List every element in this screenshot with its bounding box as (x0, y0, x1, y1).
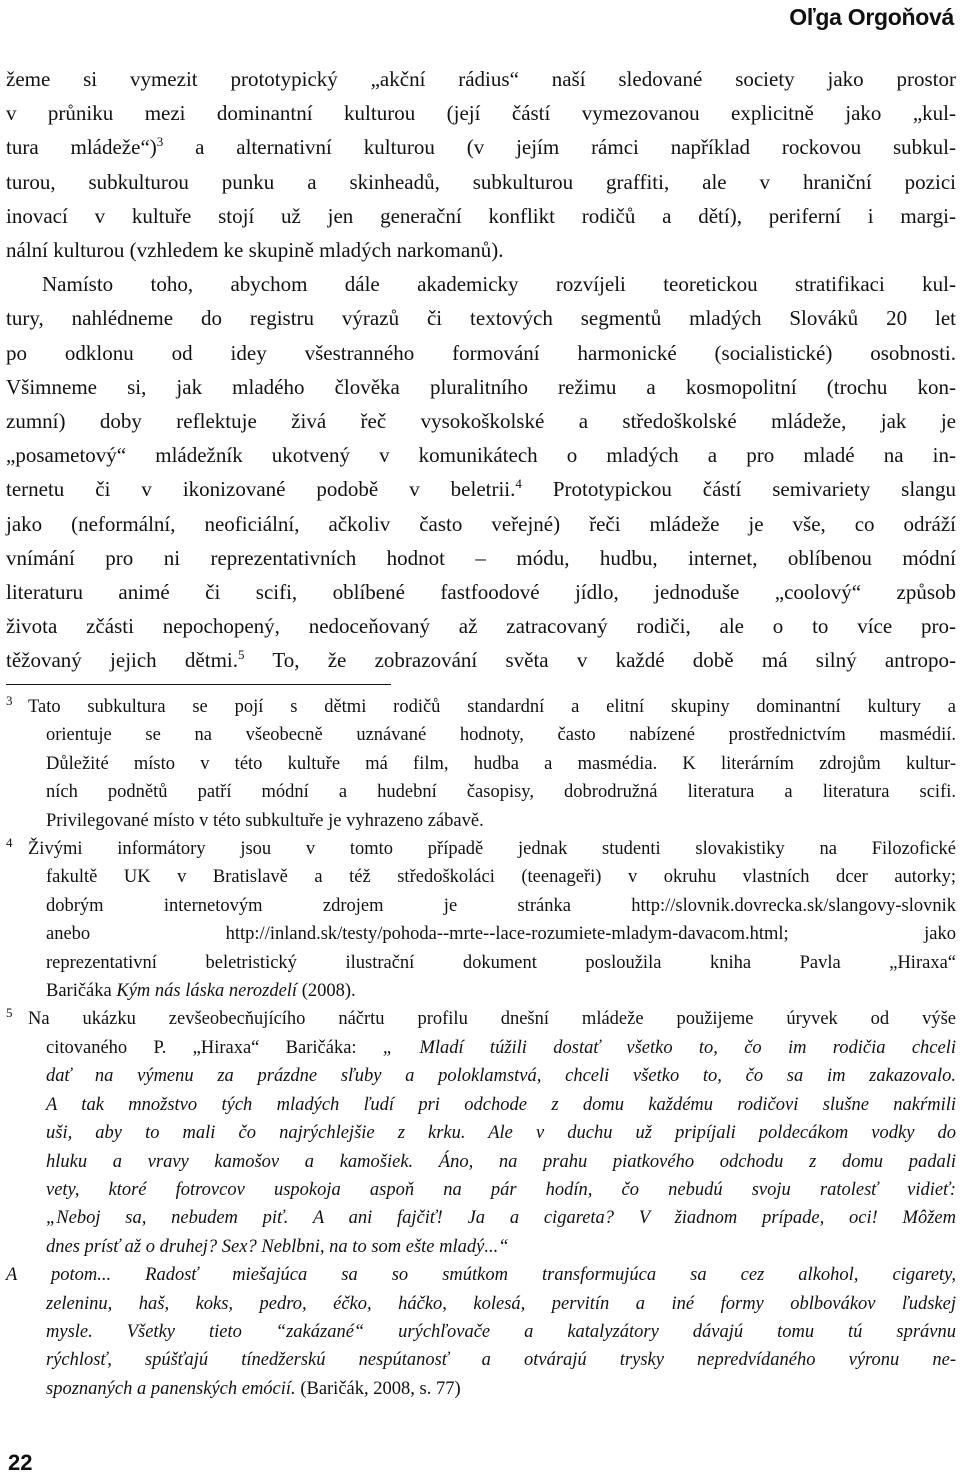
quote-text: A potom... Radosť miešajúca sa so smútkom transformujúca sa cez alkohol, cigarety, (6, 1265, 956, 1286)
text-segment: ternetu či v ikonizované podobě v beletrii. (6, 477, 516, 502)
text-line (6, 643, 956, 677)
footnote-text: (2008). (297, 981, 356, 1002)
footnote-line: dobrým internetovým zdrojem je stránka http://slovnik.dovrecka.sk/slangovy-slovnik (46, 895, 956, 916)
quote-line (6, 1346, 956, 1374)
footnote-5 (6, 1005, 956, 1261)
footnote-text: Baričáka (46, 981, 117, 1002)
text-line: „posametový“ mládežník ukotvený v komunikátech o mladých a pro mladé na in- (6, 443, 956, 468)
quote-text: uši, aby to mali čo najrýchlejšie z krku. Ale v duchu už pripíjali poldecákom vodky do (46, 1123, 956, 1144)
quote-text: dnes prísť až o druhej? Sex? Neblbni, na to som ešte mladý...“ (46, 1236, 509, 1257)
footnote-3 (6, 693, 956, 835)
text-line: turou, subkulturou punku a skinheadů, subkulturou graffiti, ale v hraniční pozici (6, 169, 956, 194)
book-title: Kým nás láska nerozdelí (116, 981, 298, 1002)
text-line: života zčásti nepochopený, nedoceňovaný až zatracovaný rodiči, ale o to více pro- (6, 614, 956, 639)
footnote-mark: 3 (6, 693, 13, 708)
text-line: inovací v kultuře stojí už jen generační konflikt rodičů a dětí), periferní i margi- (6, 203, 956, 228)
quote-text: spoznaných a panenských emócií. (46, 1378, 296, 1399)
quote-lines (6, 1290, 956, 1375)
text-line (6, 472, 956, 506)
text-segment: To, že zobrazování světa v každé době má silný antropo- (244, 648, 956, 673)
text-line: jako (neformální, neoficiální, ačkoliv často veřejné) řeči mládeže je vše, co odráží (6, 511, 956, 536)
footnote-mark: 5 (6, 1005, 13, 1021)
quote-line (6, 1062, 956, 1090)
quote-text: A tak množstvo tých mladých ľudí pri odchode z domu každému rodičovi slušne nakŕmili (46, 1094, 956, 1115)
citation: (Baričák, 2008, s. 77) (295, 1378, 461, 1399)
quote-line (6, 1204, 956, 1232)
text-line: nální kulturou (vzhledem ke skupině mladých narkomanů). (6, 238, 504, 263)
text-line: žeme si vymezit prototypický „akční rádius“ naší sledované society jako prostor (6, 67, 956, 91)
footnote-reference: 3 (156, 134, 164, 150)
footnote-line: anebo http://inland.sk/testy/pohoda--mrte--lace-rozumiete-mladym-davacom.html; jako (46, 924, 956, 945)
text-segment: a alternativní kulturou (v jejím rámci například rockovou subkul- (163, 135, 957, 160)
footnote-line: Důležité místo v této kultuře má film, hudba a masmédia. K literárním zdrojům kultur- (46, 753, 956, 774)
quote-text: dať na výmenu za prázdne sľuby a poloklamstvá, chceli všetko to, čo sa im zakazovalo. (46, 1066, 956, 1087)
quote-block (6, 1062, 956, 1261)
footnote-line: Privilegované místo v této subkultuře je vyhrazeno zábavě. (46, 810, 484, 831)
quote-line (6, 1261, 956, 1289)
main-body-text (6, 62, 956, 678)
quote-text: zeleninu, haš, koks, pedro, éčko, háčko, kolesá, pervitín a iné formy oblbovákov ľudskej (46, 1293, 956, 1314)
quote-text: „ Mladí túžili dostať všetko to, čo im rodičia chceli (382, 1037, 956, 1058)
text-line: tury, nahlédneme do registru výrazů či textových segmentů mladých Slováků 20 let (6, 306, 956, 331)
footnote-mark: 4 (6, 835, 13, 851)
quote-line (6, 1318, 956, 1346)
footnote-line: reprezentativní beletristický ilustrační dokument posloužila kniha Pavla „Hiraxa“ (46, 952, 956, 973)
quote-text: hluku a vravy kamošov a kamošiek. Áno, na prahu piatkového odchodu z domu padali (46, 1151, 956, 1172)
running-header-author: Oľga Orgoňová (789, 4, 954, 30)
quote-line (6, 1375, 956, 1403)
footnote-separator (6, 684, 391, 685)
quote-line (6, 1091, 956, 1119)
footnote-line: orientuje se na všeobecně uznávané hodnoty, často nabízené prostřednictvím masmédií. (46, 725, 956, 746)
quote-line (6, 1233, 956, 1261)
text-line (6, 130, 956, 164)
footnote-line: Tato subkultura se pojí s dětmi rodičů standardní a elitní skupiny dominantní kultury a (28, 697, 956, 717)
footnote-reference: 5 (238, 647, 245, 663)
quote-line (6, 1290, 956, 1318)
quote-line (6, 1119, 956, 1147)
footnote-line: ních podnětů patří módní a hudební časopisy, dobrodružná literatura a literatura scifi. (46, 782, 956, 803)
text-segment: Prototypickou částí semivariety slangu (521, 477, 956, 502)
quote-text: mysle. Všetky tieto “zakázané“ urýchľovače a katalyzátory dávajú tomu tú správnu (46, 1321, 956, 1342)
quote-line (6, 1176, 956, 1204)
text-line: zumní) doby reflektuje živá řeč vysokoškolské a středoškolské mládeže, jak je (6, 409, 956, 434)
quote-text: vety, ktoré fotrovcov uspokoja aspoň na pár hodín, čo nebudú svoju ratolesť vidieť: (46, 1179, 956, 1200)
quote-text: rýchlosť, spúšťajú tínedžerskú nespútanosť a otvárajú trysky nepredvídaného výronu ne- (46, 1350, 956, 1371)
footnote-4 (6, 835, 956, 1005)
footnote-line: fakultě UK v Bratislavě a též středoškoláci (teenageři) v okruhu vlastních dcer autorky; (46, 867, 956, 888)
footnote-line (6, 977, 956, 1005)
text-line: v průniku mezi dominantní kulturou (její částí vymezovanou explicitně jako „kul- (6, 101, 956, 126)
text-line: vnímání pro ni reprezentativních hodnot – módu, hudbu, internet, oblíbenou módní (6, 545, 956, 570)
text-line: po odklonu od idey všestranného formování harmonické (socialistické) osobnosti. (6, 340, 956, 365)
footnotes (6, 693, 956, 1403)
text-segment: tura mládeže“) (6, 135, 157, 160)
quote-text: „Neboj sa, nebudem piť. A ani fajčiť! Ja a cigareta? V žiadnom prípade, oci! Môžem (46, 1208, 956, 1229)
quote-continuation (6, 1261, 956, 1403)
text-line: literaturu animé či scifi, oblíbené fastfoodové jídlo, jednoduše „coolový“ způsob (6, 580, 956, 605)
quote-line (6, 1148, 956, 1176)
footnote-line: Živými informátory jsou v tomto případě jednak studenti slovakistiky na Filozofické (28, 839, 956, 860)
footnote-reference: 4 (515, 476, 522, 492)
footnote-line: Na ukázku zevšeobecňujícího náčrtu profilu dnešní mládeže použijeme úryvek od výše (28, 1009, 956, 1030)
footnote-text: citovaného P. „Hiraxa“ Baričáka: (46, 1037, 383, 1058)
page-number: 22 (8, 1450, 33, 1475)
footnote-line (6, 1034, 956, 1062)
text-segment: těžovaný jejich dětmi. (6, 648, 239, 673)
text-line: Namísto toho, abychom dále akademicky rozvíjeli teoretickou stratifikaci kul- (42, 272, 956, 297)
text-line: Všimneme si, jak mladého člověka pluralitního režimu a kosmopolitní (trochu kon- (6, 374, 956, 399)
